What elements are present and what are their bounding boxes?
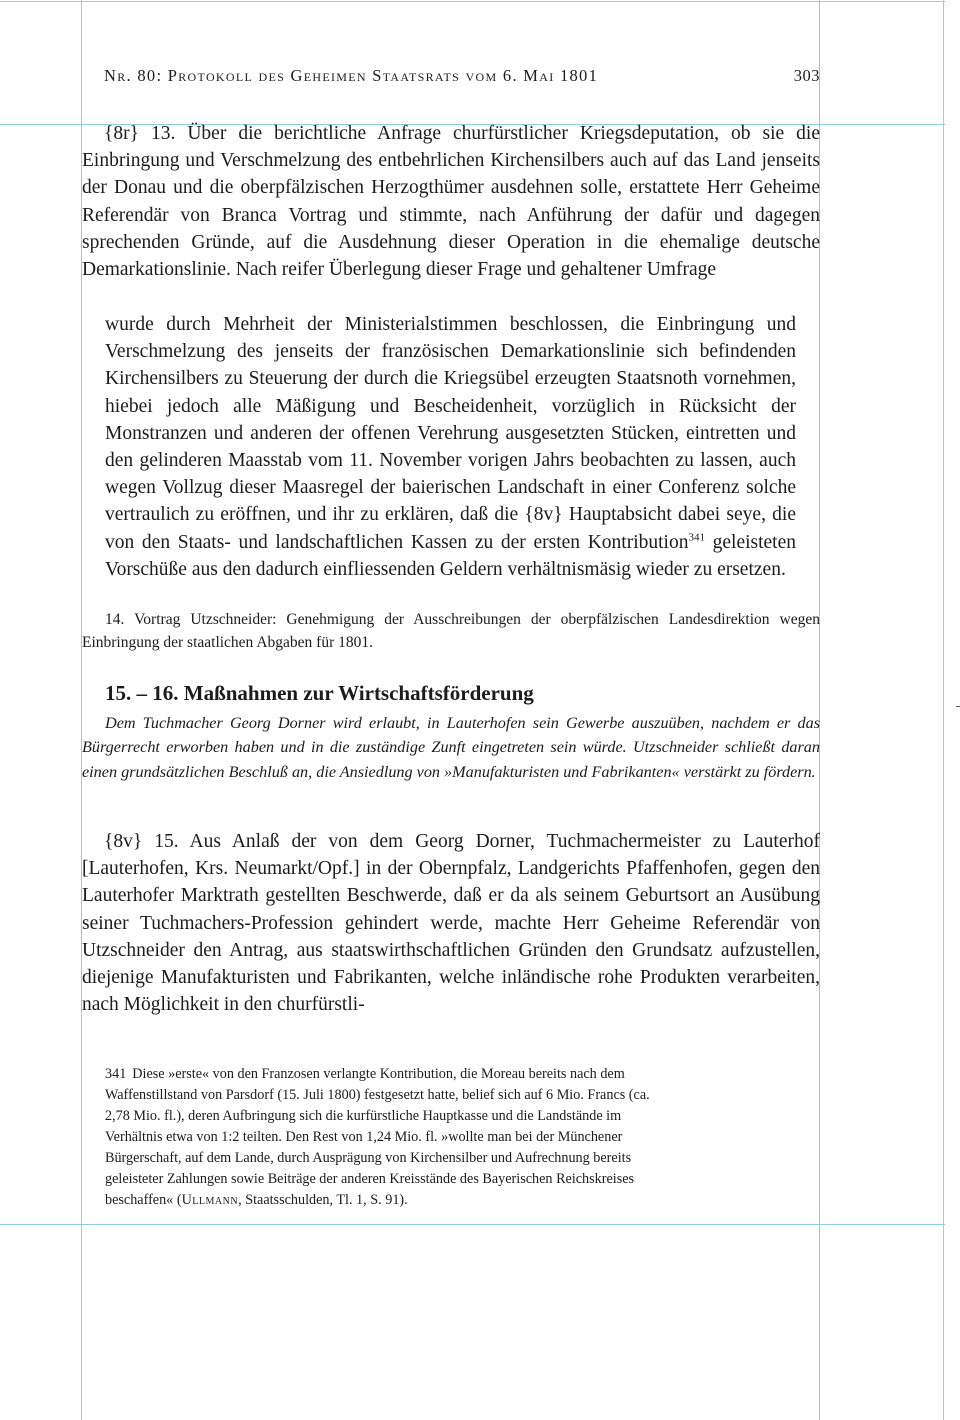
trim-guide-right — [943, 0, 944, 1420]
footnote-text: Diese »erste« von den Franzosen verlangte Kontribution, die Moreau bereits nach dem Waffenstillstand von Parsdorf (15. Juli 1800) festgesetzt hatte, belief sich auf 6 Mio. Francs (ca. 2,78 Mio. fl.), deren Aufbringung sich die kurfürstliche Hauptkasse und die Landstände im Verhältnis etwa von 1:2 teilten. Den Rest von 1,24 Mio. fl. »wollte man bei der Münchener Bürgerschaft, auf dem Lande, durch Ausprägung von Kirchensilber und Aufrechnung bereits geleisteter Zahlungen sowie Beiträge der anderen Kreisstände des Bayerischen Reichskreises beschaffen« ( — [105, 1066, 650, 1208]
citation-rest: , Staatsschulden, Tl. 1, S. 91). — [238, 1192, 408, 1208]
section-abstract: Dem Tuchmacher Georg Dorner wird erlaubt, in Lauterhofen sein Gewerbe auszuüben, nachdem er das Bürgerrecht erworben haben und in die zuständige Zunft eingetreten sein würde. Utzschneider schließt daran einen grundsätzlichen Beschluß an, die Ansiedlung von »Manufakturisten und Fabrikanten« verstärkt zu fördern. — [82, 714, 820, 781]
crop-mark — [956, 706, 960, 707]
footnote-341 — [105, 1064, 650, 1211]
margin-guide-bottom — [0, 1224, 945, 1225]
running-head-title: Nr. 80: Protokoll des Geheimen Staatsrats vom 6. Mai 1801 — [104, 66, 599, 85]
footnote-number: 341 — [105, 1066, 127, 1082]
page-number: 303 — [793, 66, 820, 85]
item-13-paragraph — [82, 120, 820, 283]
section-heading: 15. – 16. Maßnahmen zur Wirtschaftsförderung — [105, 681, 534, 705]
footnote-reference: 341 — [688, 531, 705, 544]
citation-author: Ullmann — [181, 1192, 239, 1208]
trim-guide-top — [0, 1, 945, 2]
item-13-resolution — [105, 311, 796, 583]
item-15-text: {8v} 15. Aus Anlaß der von dem Georg Dorner, Tuchmachermeister zu Lauterhof [Lauterhofen, Krs. Neumarkt/Opf.] in der Obernpfalz, Landgerichts Pfaffenhofen, gegen den Lauterhofer Marktrath gestellten Beschwerde, daß er da als seinem Geburtsort an Ausübung seiner Tuchmachers-Profession gehindert werde, machte Herr Geheime Referendär von Utzschneider den Antrag, aus staatswirthschaftlichen Gründen den Grundsatz aufzustellen, diejenige Manufakturisten und Fabrikanten, welche inländische rohe Produkten verarbeiten, nach Möglichkeit in den churfürstli- — [82, 831, 820, 1016]
resolution-text-a: wurde durch Mehrheit der Ministerialstimmen beschlossen, die Einbringung und Verschmelzung des jenseits der französischen Demarkationslinie sich befindenden Kirchensilbers zu Steuerung der durch die Kriegsübel erzeugten Staatsnoth vornehmen, hiebei jedoch alle Mäßigung und Bescheidenheit, vorzüglich in Rücksicht der Monstranzen und anderen der offenen Verehrung ausgesetzten Stücken, eintretten und den gelinderen Maasstab vom 11. November vorigen Jahrs beobachten zu lassen, auch wegen Vollzug dieser Maasregel der baierischen Landschaft in einer Conferenz solche vertraulich zu eröffnen, und ihr zu erklären, daß die {8v} Hauptabsicht dabei seye, die von den Staats- und landschaftlichen Kassen zu der ersten Kontribution — [105, 314, 796, 553]
item-15-paragraph — [82, 828, 820, 1018]
resolution-text-b: geleisteten Vorschüße aus den dadurch einfliessenden Geldern verhältnismäsig wieder zu ersetzen. — [105, 531, 797, 580]
item-14-summary: 14. Vortrag Utzschneider: Genehmigung der Ausschreibungen der oberpfälzischen Landesdirektion wegen Einbringung der staatlichen Abgaben für 1801. — [82, 611, 820, 651]
running-head — [104, 66, 820, 86]
item-13-text: {8r} 13. Über die berichtliche Anfrage churfürstlicher Kriegsdeputation, ob sie die Einbringung und Verschmelzung des entbehrlichen Kirchensilbers auch auf das Land jenseits der Donau und die oberpfälzischen Herzogthümer ausdehnen solle, erstattete Herr Geheime Referendär von Branca Vortrag und stimmte, nach Anführung der dafür und dagegen sprechenden Gründe, auf die Ausdehnung dieser Operation in die ehemalige deutsche Demarkationslinie. Nach reifer Überlegung dieser Frage und gehaltener Umfrage — [82, 123, 820, 281]
